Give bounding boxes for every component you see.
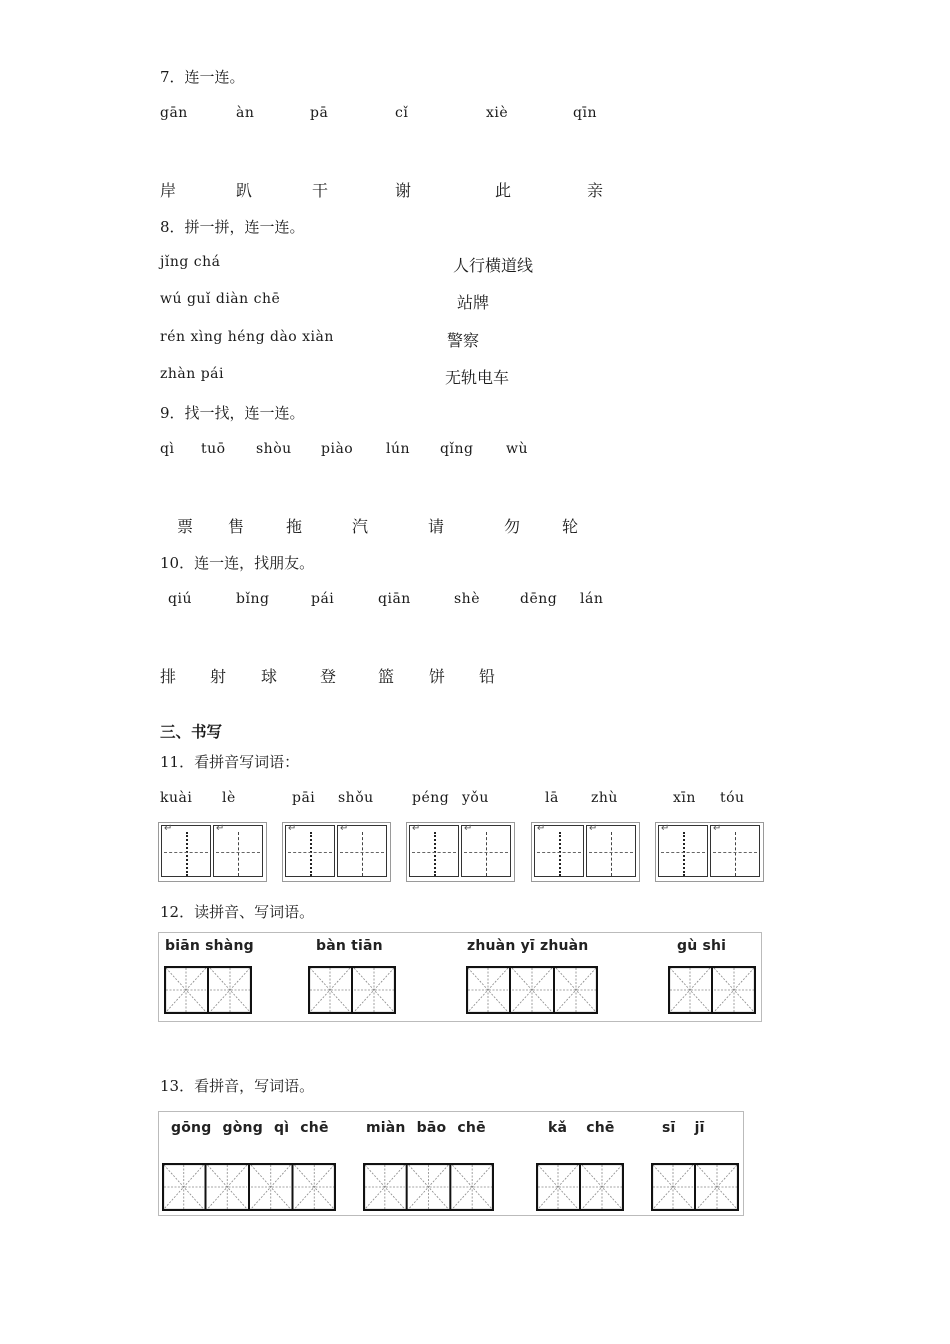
q11-cell[interactable]: ↵ — [409, 825, 459, 877]
q12-mizi-grid-3[interactable] — [466, 966, 598, 1014]
q11-writing-grid-4[interactable] — [531, 822, 640, 882]
q13-pinyin-3: kǎ chē — [548, 1120, 615, 1136]
q12-title: 12．读拼音、写词语。 — [160, 903, 315, 921]
q8-title: 8．拼一拼，连一连。 — [160, 218, 305, 236]
q10-hanzi-2: 射 — [210, 667, 227, 686]
q12-pinyin-1: biān shàng — [165, 938, 254, 954]
q9-hanzi-5: 请 — [428, 517, 445, 536]
q10-pinyin-7: lán — [580, 591, 604, 607]
q11-cell[interactable]: ↵ — [461, 825, 511, 877]
q9-hanzi-3: 拖 — [286, 517, 303, 536]
q13-pinyin-2: miàn bāo chē — [366, 1120, 486, 1136]
q7-hanzi-6: 亲 — [587, 181, 604, 200]
q10-pinyin-6: dēng — [520, 591, 558, 607]
q13-mizi-grid-3[interactable] — [536, 1163, 624, 1211]
q9-pinyin-3: shòu — [256, 441, 292, 457]
q13-mizi-grid-2[interactable] — [363, 1163, 494, 1211]
q12-pinyin-2: bàn tiān — [316, 938, 383, 954]
q8-word-1: 人行横道线 — [453, 256, 534, 275]
q11-pinyin-9: xīn — [673, 790, 696, 806]
q7-pinyin-3: pā — [310, 105, 329, 121]
q10-hanzi-7: 铅 — [479, 667, 496, 686]
q10-pinyin-1: qiú — [168, 591, 192, 607]
q11-cell[interactable]: ↵ — [658, 825, 708, 877]
q9-hanzi-7: 轮 — [562, 517, 579, 536]
q11-cell[interactable]: ↵ — [534, 825, 584, 877]
q7-pinyin-5: xiè — [486, 105, 509, 121]
q11-pinyin-6: yǒu — [462, 790, 489, 806]
q11-cell[interactable]: ↵ — [337, 825, 387, 877]
q8-word-4: 无轨电车 — [445, 368, 510, 387]
q11-pinyin-7: lā — [545, 790, 559, 806]
q12-answer-box — [158, 932, 762, 1022]
q10-pinyin-2: bǐng — [236, 591, 270, 607]
q10-hanzi-1: 排 — [160, 667, 177, 686]
q9-pinyin-1: qì — [160, 441, 175, 457]
q11-cell[interactable]: ↵ — [586, 825, 636, 877]
q8-pinyin-2: wú guǐ diàn chē — [160, 291, 281, 307]
q11-writing-grid-1[interactable] — [158, 822, 267, 882]
q12-mizi-grid-1[interactable] — [164, 966, 252, 1014]
q7-pinyin-2: àn — [236, 105, 255, 121]
q13-answer-box — [158, 1111, 744, 1216]
q7-title: 7．连一连。 — [160, 68, 245, 86]
q11-title: 11．看拼音写词语： — [160, 753, 300, 771]
q11-writing-grid-2[interactable] — [282, 822, 391, 882]
q8-pinyin-1: jǐng chá — [160, 254, 221, 270]
q11-writing-grid-5[interactable] — [655, 822, 764, 882]
q11-pinyin-3: pāi — [292, 790, 316, 806]
q9-pinyin-2: tuō — [201, 441, 226, 457]
q10-hanzi-6: 饼 — [429, 667, 446, 686]
q11-pinyin-10: tóu — [720, 790, 745, 806]
q11-pinyin-1: kuài — [160, 790, 193, 806]
q12-mizi-grid-4[interactable] — [668, 966, 756, 1014]
q9-pinyin-4: piào — [321, 441, 354, 457]
q9-pinyin-6: qǐng — [440, 441, 474, 457]
q7-hanzi-5: 此 — [495, 181, 512, 200]
q8-pinyin-4: zhàn pái — [160, 366, 224, 382]
q9-pinyin-7: wù — [506, 441, 528, 457]
q9-hanzi-2: 售 — [228, 517, 245, 536]
q10-title: 10．连一连，找朋友。 — [160, 554, 315, 572]
q11-cell[interactable]: ↵ — [710, 825, 760, 877]
q7-pinyin-1: gān — [160, 105, 188, 121]
q7-pinyin-6: qīn — [573, 105, 597, 121]
q7-hanzi-3: 干 — [312, 181, 329, 200]
q10-hanzi-4: 登 — [320, 667, 337, 686]
q10-pinyin-5: shè — [454, 591, 480, 607]
q11-cell[interactable]: ↵ — [285, 825, 335, 877]
q13-title: 13．看拼音，写词语。 — [160, 1077, 315, 1095]
q10-pinyin-3: pái — [311, 591, 335, 607]
q13-pinyin-4: sī jī — [662, 1120, 705, 1136]
q9-hanzi-1: 票 — [177, 517, 194, 536]
q8-word-2: 站牌 — [457, 293, 490, 312]
q12-mizi-grid-2[interactable] — [308, 966, 396, 1014]
q7-hanzi-4: 谢 — [395, 181, 412, 200]
section-heading: 三、书写 — [160, 722, 223, 741]
q11-cell[interactable]: ↵ — [213, 825, 263, 877]
q9-title: 9．找一找，连一连。 — [160, 404, 305, 422]
q7-hanzi-2: 趴 — [236, 181, 253, 200]
q10-hanzi-5: 篮 — [378, 667, 395, 686]
q11-pinyin-4: shǒu — [338, 790, 374, 806]
q13-pinyin-1: gōng gòng qì chē — [171, 1120, 329, 1136]
q11-pinyin-5: péng — [412, 790, 450, 806]
q8-pinyin-3: rén xìng héng dào xiàn — [160, 329, 334, 345]
q9-hanzi-6: 勿 — [504, 517, 521, 536]
q10-pinyin-4: qiān — [378, 591, 411, 607]
q9-hanzi-4: 汽 — [352, 517, 369, 536]
q12-pinyin-3: zhuàn yī zhuàn — [467, 938, 589, 954]
q7-pinyin-4: cǐ — [395, 105, 409, 121]
q11-writing-grid-3[interactable] — [406, 822, 515, 882]
q13-mizi-grid-4[interactable] — [651, 1163, 739, 1211]
q7-hanzi-1: 岸 — [160, 181, 177, 200]
q12-pinyin-4: gù shi — [677, 938, 727, 954]
q13-mizi-grid-1[interactable] — [162, 1163, 336, 1211]
q11-cell[interactable]: ↵ — [161, 825, 211, 877]
q11-pinyin-8: zhù — [591, 790, 618, 806]
q8-word-3: 警察 — [447, 331, 480, 350]
q9-pinyin-5: lún — [386, 441, 411, 457]
q11-pinyin-2: lè — [222, 790, 236, 806]
q10-hanzi-3: 球 — [261, 667, 278, 686]
